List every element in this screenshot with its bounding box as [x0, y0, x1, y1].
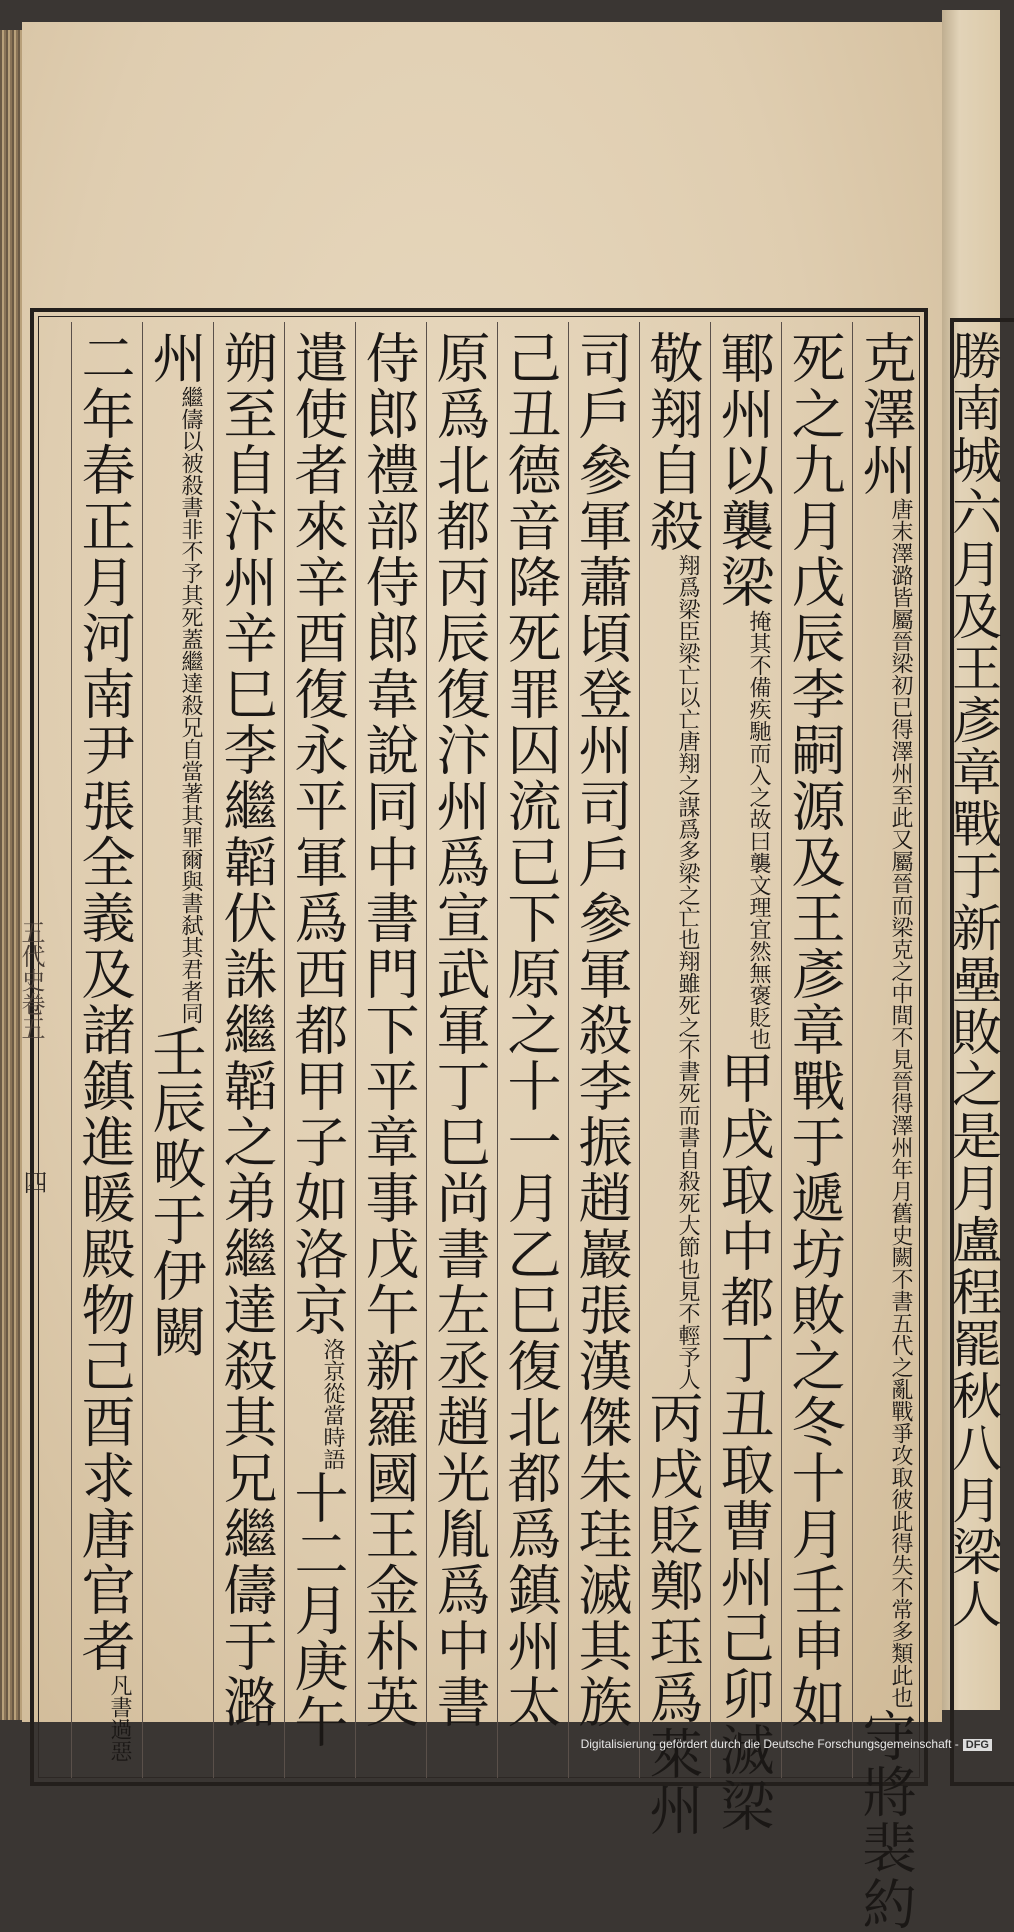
column-main-text: 朔至自汴州辛巳李繼韜伏誅繼韜之弟繼達殺其兄繼儔于潞	[215, 330, 278, 1730]
column-main-text: 遣使者來辛酉復永平軍爲西都甲子如洛京	[286, 330, 349, 1338]
column-main-text: 死之九月戊辰李嗣源及王彥章戰于遞坊敗之冬十月壬申如	[783, 330, 846, 1730]
margin-title: 五代史卷五	[17, 920, 45, 1040]
text-column	[215, 330, 278, 1770]
column-rule	[568, 322, 569, 1778]
column-main-text: 己丑德音降死罪囚流已下原之十一月乙巳復北都爲鎮州太	[499, 330, 562, 1730]
text-column	[854, 330, 917, 1932]
text-column	[286, 330, 349, 1770]
column-main-text: 司戶參軍蕭頃登州司戶參軍殺李振趙巖張漢傑朱珪滅其族	[570, 330, 633, 1730]
page-number: 四	[19, 1170, 47, 1194]
credit-text: Digitalisierung gefördert durch die Deutsche Forschungsgemeinschaft -	[580, 1737, 959, 1751]
column-tail-text: 壬辰畋于伊闕	[144, 1024, 207, 1360]
column-main-text: 鄆州以襲梁	[712, 330, 775, 610]
text-column	[357, 330, 420, 1770]
column-tail-text: 十二月庚午	[286, 1470, 349, 1750]
column-main-text: 州	[144, 330, 207, 386]
column-main-text: 克澤州	[854, 330, 917, 498]
column-main-text: 侍郎禮部侍郎韋說同中書門下平章事戊午新羅國王金朴英	[357, 330, 420, 1730]
column-rule	[284, 322, 285, 1778]
column-tail-text: 丙戌貶鄭珏爲萊州	[641, 1390, 704, 1838]
text-column	[783, 330, 846, 1770]
column-rule	[355, 322, 356, 1778]
commentary-note: 凡書過惡	[107, 1674, 132, 1762]
text-column	[73, 330, 136, 1770]
text-column	[570, 330, 633, 1770]
commentary-note: 洛京從當時語	[320, 1338, 345, 1470]
column-rule	[639, 322, 640, 1778]
column-tail-text: 甲戌取中都丁丑取曹州己卯滅梁	[712, 1050, 775, 1834]
text-column	[144, 330, 207, 1770]
commentary-note: 掩其不備疾馳而入之故曰襲文理宜然無褒貶也	[746, 610, 771, 1050]
column-rule	[497, 322, 498, 1778]
text-column	[641, 330, 704, 1838]
column-rule	[852, 322, 853, 1778]
column-tail-text: 守將裴約	[854, 1708, 917, 1932]
text-column	[499, 330, 562, 1770]
commentary-note: 翔爲梁臣梁亡以亡唐翔之謀爲多梁之亡也翔雖死之不書死而書自殺死大節也見不輕予人	[675, 554, 700, 1390]
column-main-text: 原爲北都丙辰復汴州爲宣武軍丁巳尚書左丞趙光胤爲中書	[428, 330, 491, 1730]
column-rule	[426, 322, 427, 1778]
commentary-note: 繼儔以被殺書非不予其死蓋繼達殺兄自當著其罪爾與書弑其君者同	[178, 386, 203, 1024]
column-rule	[142, 322, 143, 1778]
dfg-logo: DFG	[963, 1739, 992, 1751]
text-column	[712, 330, 775, 1834]
column-rule	[213, 322, 214, 1778]
column-rule	[710, 322, 711, 1778]
text-column	[428, 330, 491, 1770]
commentary-note: 唐末澤潞皆屬晉梁初已得澤州至此又屬晉而梁克之中間不見晉得澤州年月舊史闕不書五代之亂戰爭攻取彼此得失不常多類此也	[888, 498, 913, 1708]
digitization-credit	[581, 1737, 992, 1751]
column-rule	[71, 322, 72, 1778]
column-rule	[781, 322, 782, 1778]
facing-page-column: 勝南城六月及王彥章戰于新壘敗之是月盧程罷秋八月梁人	[944, 330, 1002, 1630]
column-main-text: 敬翔自殺	[641, 330, 704, 554]
column-main-text: 二年春正月河南尹張全義及諸鎮進暖殿物己酉求唐官者	[73, 330, 136, 1674]
